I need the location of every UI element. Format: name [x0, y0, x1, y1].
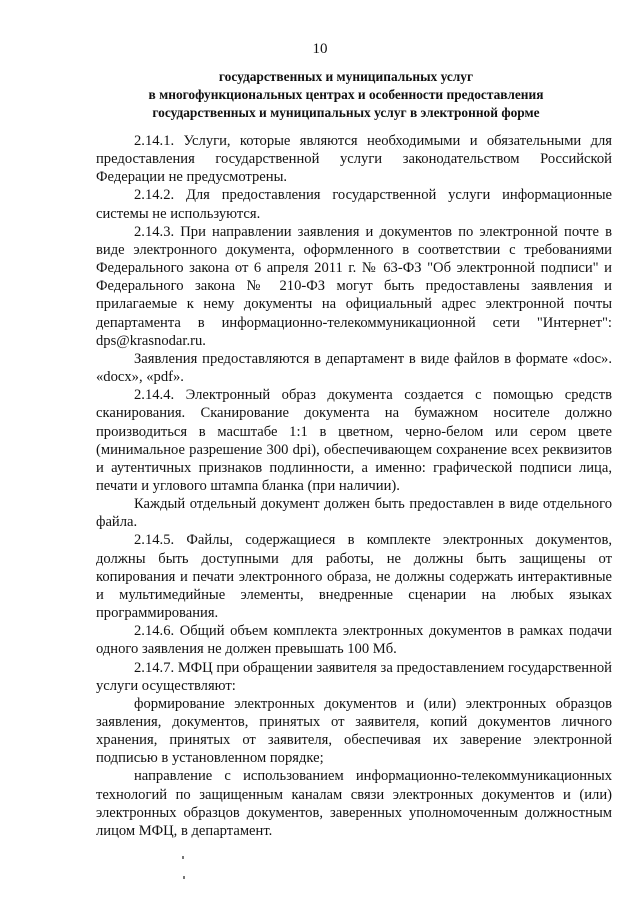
- paragraph-2-14-6: 2.14.6. Общий объем комплекта электронных документов в рамках подачи одного заявления не должен превышать 100 Мб.: [96, 623, 612, 658]
- paragraph-2-14-5: 2.14.5. Файлы, содержащиеся в комплекте электронных документов, должны быть доступными для работы, не должны быть защищены от копирования и печати электронного образа, не должны содержать интерактивные и мультимедийные элементы, внедренные сценарии на любых языках программирования.: [96, 532, 612, 622]
- paragraph-file-formats: Заявления предоставляются в департамент в виде файлов в формате «doc». «docx», «pdf».: [96, 350, 612, 386]
- paragraph-2-14-4: 2.14.4. Электронный образ документа создается с помощью средств сканирования. Сканирование документа на бумажном носителе должно производиться в масштабе 1:1 в цветном, черно-белом или сером цвете (минимальное разрешение 300 dpi), обеспечивающем сохранение всех реквизитов и аутентичных признаков подлинности, а именно: графической подписи лица, печати и углового штампа бланка (при наличии).: [96, 387, 612, 494]
- scan-speck: [182, 856, 184, 859]
- heading-line: государственных и муниципальных услуг в электронной форме: [152, 105, 540, 120]
- paragraph-2-14-7: 2.14.7. МФЦ при обращении заявителя за предоставлением государственной услуги осуществляют:: [96, 659, 612, 694]
- page-number: 10: [312, 41, 328, 57]
- paragraph-separate-file: Каждый отдельный документ должен быть предоставлен в виде отдельного файла.: [96, 496, 612, 531]
- paragraph-forming-documents: формирование электронных документов и (или) электронных образцов заявления, документов, принятых от заявителя, копий документов личного хранения, принятых от заявителя, обеспечивая их заверение электронной подписью в установленном порядке;: [96, 695, 612, 767]
- paragraph-2-14-3: 2.14.3. При направлении заявления и документов по электронной почте в виде электронного документа, оформленного в соответствии с требованиями Федерального закона от 6 апреля 2011 г. № 63-ФЗ "Об электронной подписи" и Федерального закона № 210-ФЗ могут быть предоставлены заявления и прилагаемые к нему документы на официальный адрес электронной почты департамента в информационно-телекоммуникационной сети "Интернет": dps@krasnodar.ru.: [96, 223, 612, 349]
- heading-line: государственных и муниципальных услуг: [218, 69, 474, 84]
- paragraph-sending-documents: направление с использованием информационно-телекоммуникационных технологий по защищенным каналам связи электронных документов и (или) электронных образцов документов, заверенных уполномоченным должностным лицом МФЦ, в департамент.: [96, 768, 612, 839]
- scan-speck: [183, 876, 185, 879]
- heading-line: в многофункциональных центрах и особенности предоставления: [148, 87, 544, 102]
- paragraph-2-14-2: 2.14.2. Для предоставления государственной услуги информационные системы не используются.: [96, 187, 612, 222]
- paragraph-2-14-1: 2.14.1. Услуги, которые являются необходимыми и обязательными для предоставления государственной услуги законодательством Российской Федерации не предусмотрены.: [96, 133, 612, 186]
- section-heading: [96, 68, 596, 122]
- document-body: [96, 132, 612, 840]
